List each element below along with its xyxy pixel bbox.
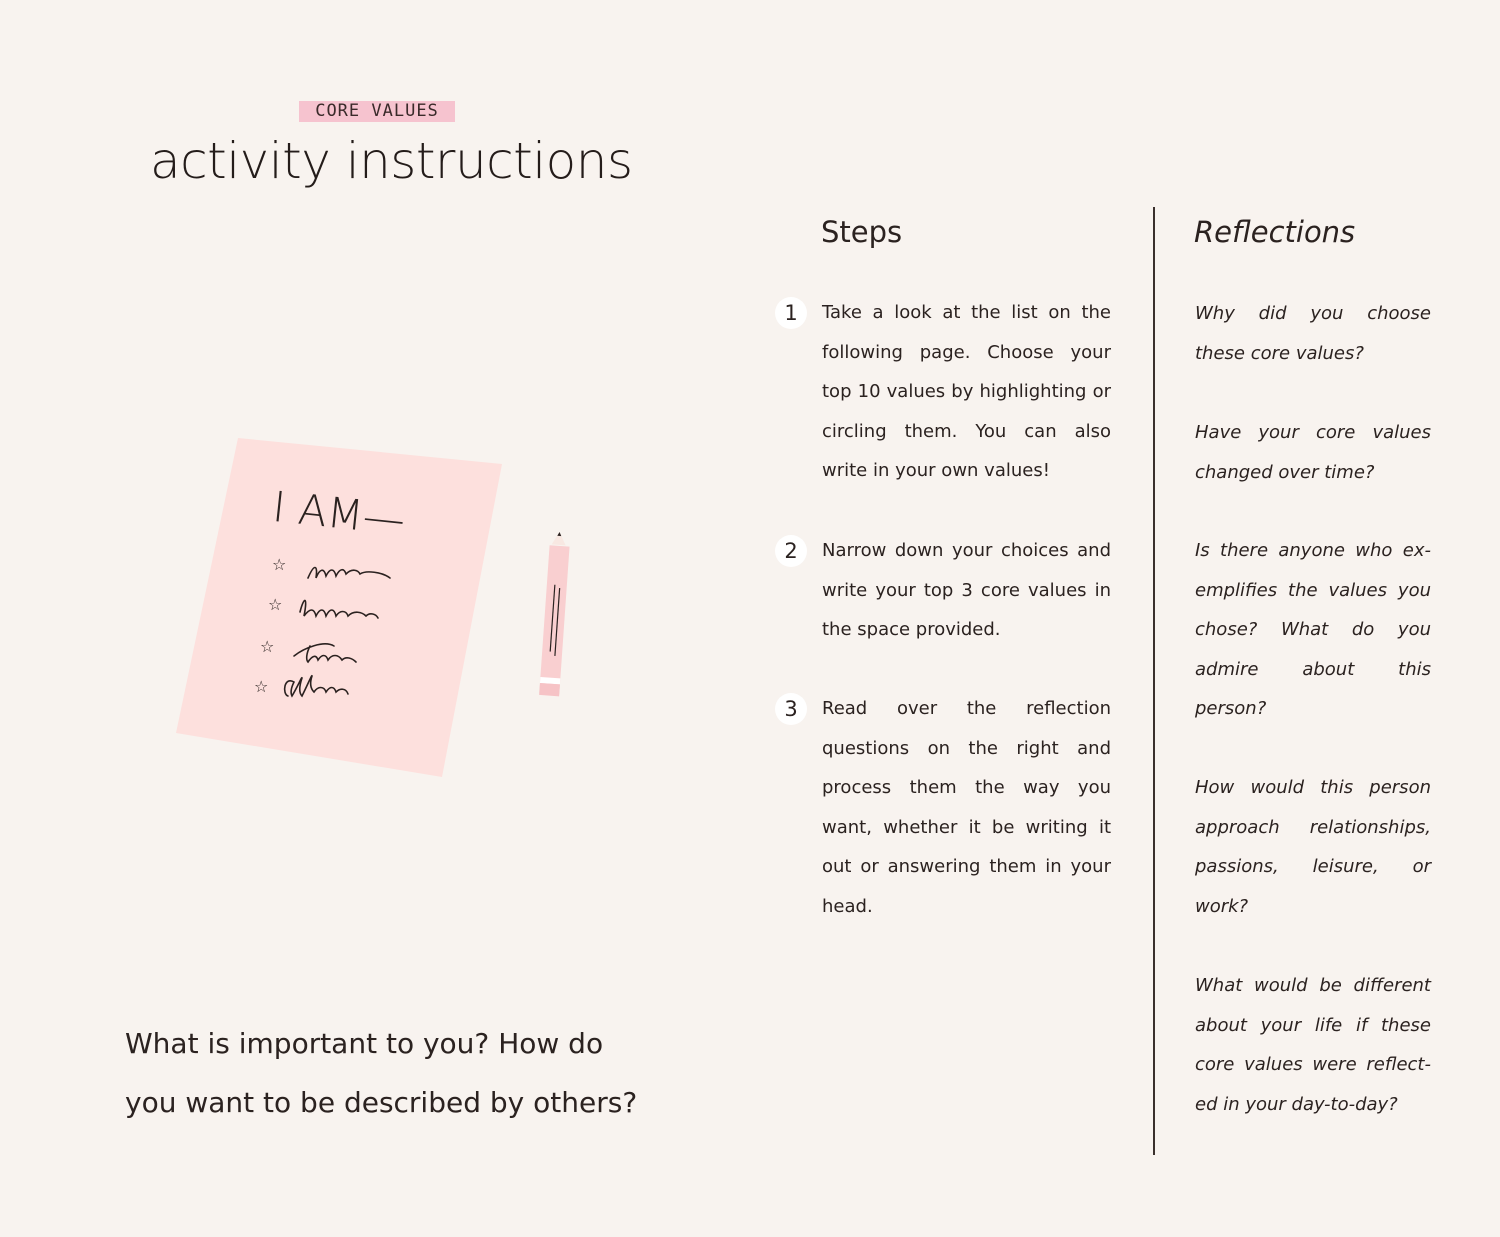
- step-number-badge: 2: [775, 535, 807, 567]
- note-heading: I AM—: [270, 481, 408, 545]
- reflections-heading: Reflections: [1194, 215, 1356, 249]
- reflection-question: What would be different about your life if these core values were reflected in your day-to-day?: [1195, 975, 1431, 1115]
- pencil-icon: [539, 531, 570, 696]
- star-icon: ☆: [260, 637, 275, 656]
- step-text: Narrow down your choices and write your top 3 core values in the space provided.: [822, 540, 1111, 640]
- reflection-question: How would this person approach relationships, passions, leisure, or work?: [1195, 777, 1431, 917]
- steps-heading: Steps: [821, 215, 903, 249]
- section-tag: CORE VALUES: [299, 101, 455, 122]
- star-icon: ☆: [254, 677, 269, 696]
- star-icon: ☆: [268, 595, 283, 614]
- step-text: Read over the reflection questions on the right and process them the way you want, whether it be writing it out or answering them in your head.: [822, 698, 1111, 917]
- note-illustration: [160, 420, 600, 800]
- reflection-question: Have your core values changed over time?: [1195, 422, 1431, 483]
- step-number-badge: 3: [775, 693, 807, 725]
- step-number-badge: 1: [775, 297, 807, 329]
- page-title: activity instructions: [150, 132, 633, 190]
- step-text: Take a look at the list on the following page. Choose your top 10 values by highlighting or circling them. You can also write in your own values!: [822, 302, 1111, 481]
- reflection-question: Is there anyone who exemplifies the values you chose? What do you admire about this person?: [1195, 540, 1431, 719]
- column-divider: [1153, 207, 1155, 1155]
- pencil-body: [539, 545, 569, 694]
- paper-and-pencil-illustration: [160, 420, 600, 800]
- guiding-question: What is important to you? How do you want to be described by others?: [125, 1027, 638, 1119]
- star-icon: ☆: [272, 555, 287, 574]
- reflection-question: Why did you choose these core values?: [1195, 303, 1431, 364]
